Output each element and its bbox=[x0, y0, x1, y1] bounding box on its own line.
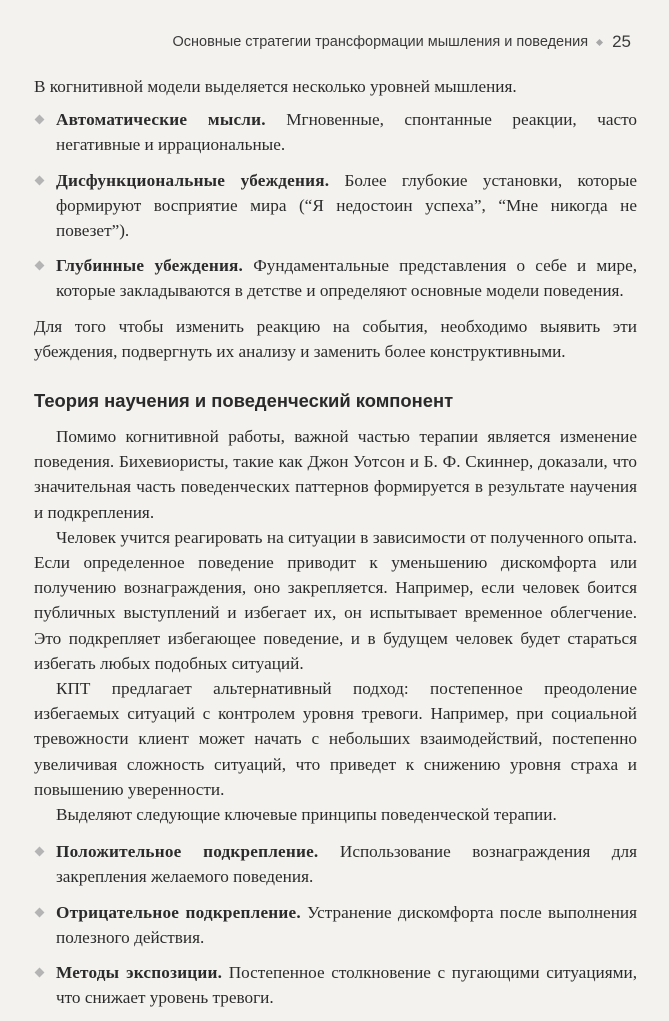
diamond-separator-icon bbox=[596, 38, 603, 45]
list-item-text: Фундаментальные представления о себе и мире, которые закладываются в детстве и определяют основные модели поведения. bbox=[56, 256, 637, 301]
running-header bbox=[172, 32, 631, 52]
intro-paragraph: В когнитивной модели выделяется несколько уровней мышления. bbox=[34, 77, 517, 96]
list-item-term: Отрицательное подкрепление. bbox=[56, 902, 301, 922]
conclusion-paragraph: Для того чтобы изменить реакцию на события, необходимо выявить эти убеждения, подвергнуть их анализу и заменить более конструктивными. bbox=[34, 316, 637, 361]
list-item-term: Дисфункциональные убеждения. bbox=[56, 170, 330, 190]
diamond-bullet-icon bbox=[35, 968, 45, 978]
list-item-term: Положительное подкрепление. bbox=[56, 842, 319, 862]
diamond-bullet-icon bbox=[35, 907, 45, 917]
list-item bbox=[34, 107, 637, 157]
running-title: Основные стратегии трансформации мышления и поведения bbox=[172, 34, 589, 50]
list-item-text: Устранение дискомфорта после выполнения полезного действия. bbox=[56, 902, 637, 947]
body-paragraph: Человек учится реагировать на ситуации в зависимости от полученного опыта. Если определенное поведение приводит к уменьшению дискомфорта или получению вознаграждения, оно закрепляется. Например, если человек боится публичных выступлений и избегает их, он испытывает временное облегчение. Это подкрепляет избегающее поведение, и в будущем человек будет стараться избегать любых подобных ситуаций. bbox=[34, 527, 637, 673]
body-paragraph: КПТ предлагает альтернативный подход: постепенное преодоление избегаемых ситуаций с контролем уровня тревоги. Например, при социальной тревожности клиент может начать с небольших взаимодействий, постепенно увеличивая сложность ситуаций, что приведет к снижению уровня страха и повышению уверенности. bbox=[34, 679, 637, 799]
list-item-text: Постепенное столкновение с пугающими ситуациями, что снижает уровень тревоги. bbox=[56, 963, 637, 1008]
list-item bbox=[34, 960, 637, 1010]
list-item bbox=[34, 253, 637, 303]
list-item-term: Автоматические мысли. bbox=[56, 110, 266, 130]
list-item-text: Мгновенные, спонтанные реакции, часто негативные и иррациональные. bbox=[56, 110, 637, 155]
principles-lead: Выделяют следующие ключевые принципы поведенческой терапии. bbox=[56, 805, 557, 825]
diamond-bullet-icon bbox=[35, 261, 45, 271]
list-item bbox=[34, 900, 637, 950]
list-item bbox=[34, 168, 637, 244]
diamond-bullet-icon bbox=[35, 175, 45, 185]
body-paragraph: Помимо когнитивной работы, важной частью терапии является изменение поведения. Бихевиористы, такие как Джон Уотсон и Б. Ф. Скиннер, доказали, что значительная часть поведенческих паттернов формируется в результате научения и подкрепления. bbox=[34, 427, 637, 522]
section-heading: Теория научения и поведенческий компонент bbox=[34, 390, 454, 412]
principles-list bbox=[34, 839, 637, 1010]
list-item-term: Методы экспозиции. bbox=[56, 963, 223, 983]
list-item-text: Использование вознаграждения для закрепления желаемого поведения. bbox=[56, 842, 637, 887]
list-item-term: Глубинные убеждения. bbox=[56, 256, 244, 276]
thinking-levels-list bbox=[34, 107, 637, 303]
list-item-text: Более глубокие установки, которые формируют восприятие мира (“Я недостоин успеха”, “Мне никогда не повезет”). bbox=[56, 170, 638, 241]
page-number: 25 bbox=[612, 32, 631, 51]
page-body bbox=[34, 74, 637, 1021]
list-item bbox=[34, 839, 637, 889]
diamond-bullet-icon bbox=[35, 847, 45, 857]
diamond-bullet-icon bbox=[35, 115, 45, 125]
